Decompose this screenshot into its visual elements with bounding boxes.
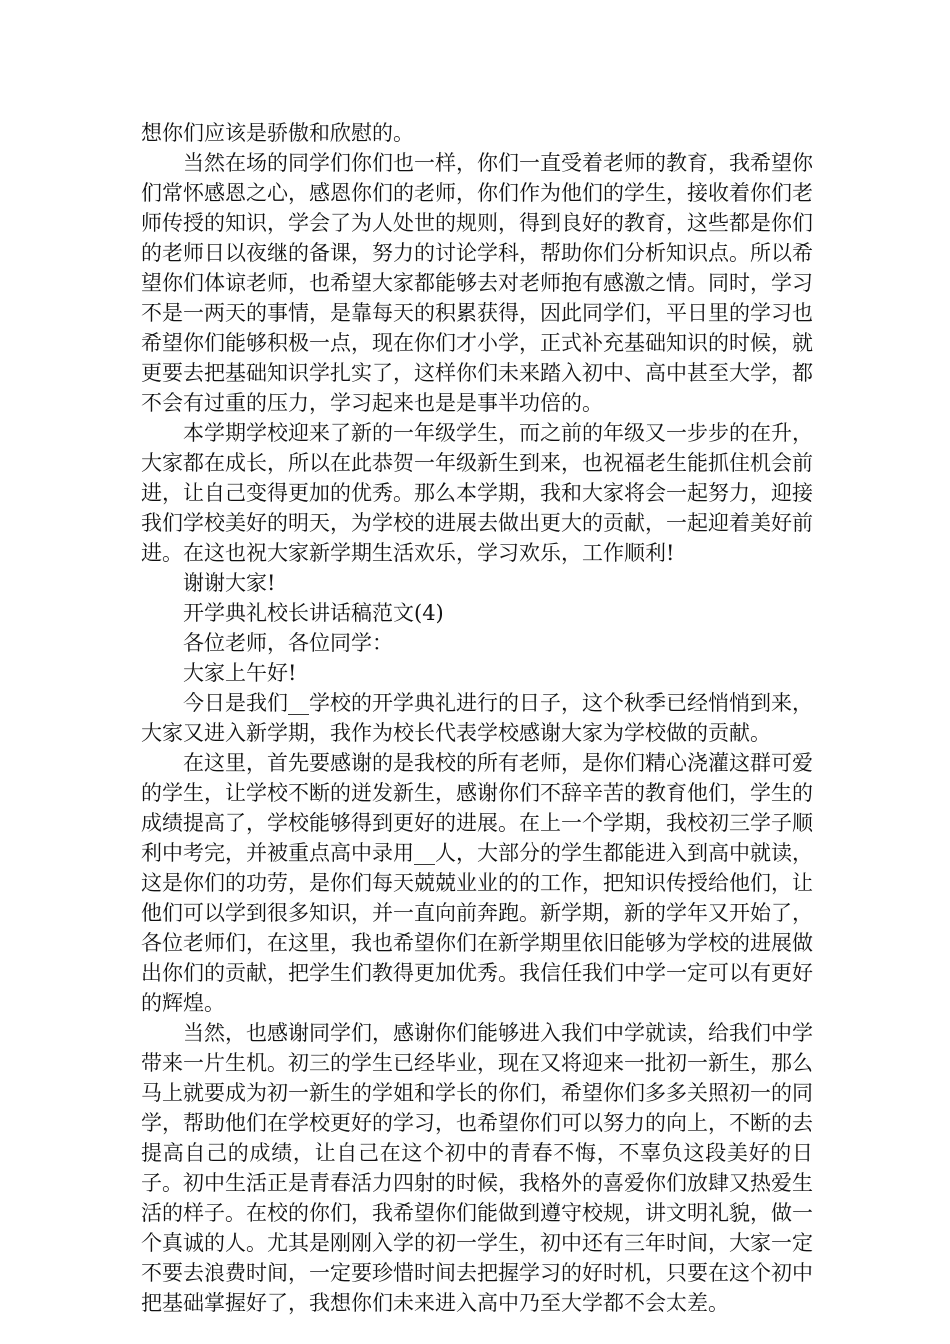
paragraph-gratitude-teachers: 当然在场的同学们你们也一样，你们一直受着老师的教育，我希望你们常怀感恩之心，感恩你们的老师，你们作为他们的学生，接收着你们老师传授的知识，学会了为人处世的规则，得到良好的教育，这些都是你们的老师日以夜继的备课，努力的讨论学科，帮助你们分析知识点。所以希望你们体谅老师，也希望大家都能够去对老师抱有感激之情。同时，学习不是一两天的事情，是靠每天的积累获得，因此同学们，平日里的学习也希望你们能够积极一点，现在你们才小学，正式补充基础知识的时候，就更要去把基础知识学扎实了，这样你们未来踏入初中、高中甚至大学，都不会有过重的压力，学习起来也是是事半功倍的。 [141, 151, 813, 415]
paragraph-opening: 今日是我们__学校的开学典礼进行的日子，这个秋季已经悄悄到来，大家又进入新学期，我作为校长代表学校感谢大家为学校做的贡献。 [141, 691, 813, 745]
paragraph-thank-students: 当然，也感谢同学们，感谢你们能够进入我们中学就读，给我们中学带来一片生机。初三的学生已经毕业，现在又将迎来一批初一新生，那么马上就要成为初一新生的学姐和学长的你们，希望你们多多关照初一的同学，帮助他们在学校更好的学习，也希望你们可以努力的向上，不断的去提高自己的成绩，让自己在这个初中的青春不悔，不辜负这段美好的日子。初中生活正是青春活力四射的时候，我格外的喜爱你们放肆又热爱生活的样子。在校的你们，我希望你们能做到遵守校规，讲文明礼貌，做一个真诚的人。尤其是刚刚入学的初一学生，初中还有三年时间，大家一定不要去浪费时间，一定要珍惜时间去把握学习的好时机，只要在这个初中把基础掌握好了，我想你们未来进入高中乃至大学都不会太差。 [141, 1021, 813, 1315]
closing-thanks: 谢谢大家! [183, 571, 276, 595]
paragraph-continued: 想你们应该是骄傲和欣慰的。 [141, 121, 414, 145]
paragraph-new-semester: 本学期学校迎来了新的一年级学生，而之前的年级又一步步的在升，大家都在成长，所以在此恭贺一年级新生到来，也祝福老生能抓住机会前进，让自己变得更加的优秀。那么本学期，我和大家将会一起努力，迎接我们学校美好的明天，为学校的进展去做出更大的贡献，一起迎着美好前进。在这也祝大家新学期生活欢乐，学习欢乐，工作顺利! [141, 421, 813, 565]
greeting: 大家上午好! [183, 661, 297, 685]
document-body [141, 118, 813, 1318]
paragraph-thank-teachers: 在这里，首先要感谢的是我校的所有老师，是你们精心浇灌这群可爱的学生，让学校不断的迸发新生，感谢你们不辞辛苦的教育他们，学生的成绩提高了，学校能够得到更好的进展。在上一个学期，我校初三学子顺利中考完，并被重点高中录用__人，大部分的学生都能进入到高中就读，这是你们的功劳，是你们每天兢兢业业的的工作，把知识传授给他们，让他们可以学到很多知识，并一直向前奔跑。新学期，新的学年又开始了，各位老师们，在这里，我也希望你们在新学期里依旧能够为学校的进展做出你们的贡献，把学生们教得更加优秀。我信任我们中学一定可以有更好的辉煌。 [141, 751, 813, 1015]
salutation: 各位老师，各位同学： [183, 631, 393, 655]
section-title: 开学典礼校长讲话稿范文(4) [183, 601, 444, 625]
